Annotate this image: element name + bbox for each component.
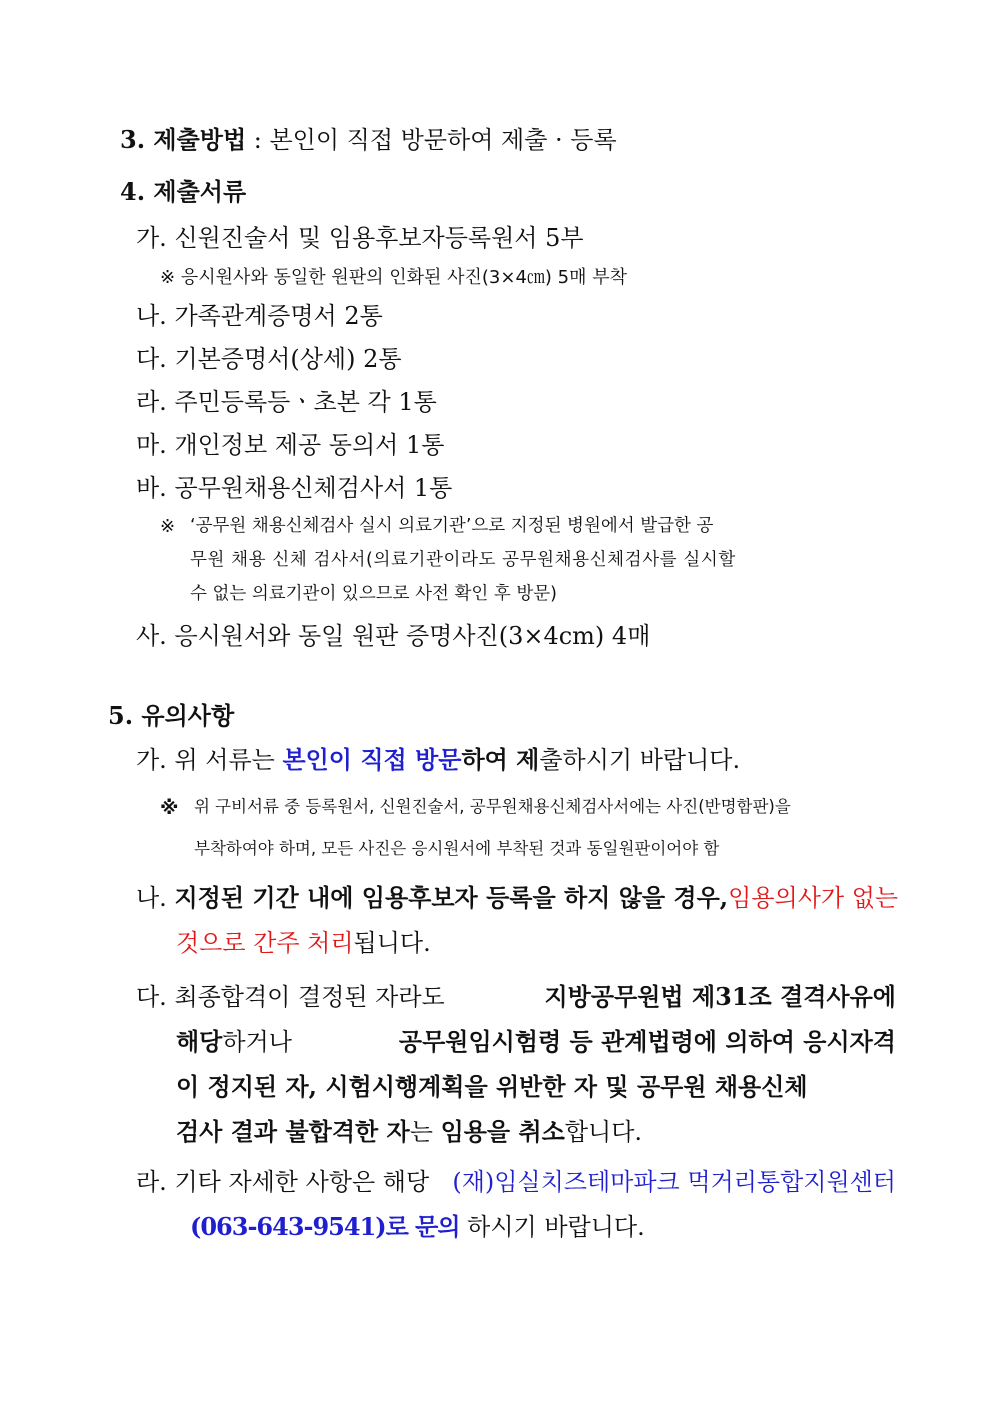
s5-da-l4-suffix: 합니다. [564,1118,643,1146]
section-4-heading: 4. 제출서류 [120,177,247,206]
s5-da-l4-mid: 는 [409,1118,441,1146]
s5-na-prefix: 나. [136,884,175,912]
section-4-ba-note-line-3: 수 없는 의료기관이 있으므로 사전 확인 후 방문) [190,584,557,604]
section-5-item-da-line-4 [176,1118,642,1147]
section-5-item-ga [136,746,740,775]
section-3-line [120,126,617,155]
section-5-note-line-1: 위 구비서류 중 등록원서, 신원진술서, 공무원채용신체검사서에는 사진(반명함판)을 [194,797,791,816]
section-5-item-da-line-1 [136,983,896,1012]
s5-da-l2-bold2: 공무원임시험령 등 관계법령에 의하여 응시자격 [398,1027,896,1056]
s5-da-l1-bold: 지방공무원법 제31조 결격사유에 [544,982,896,1011]
section-4-item-ra: 라. 주민등록등ㆍ초본 각 1통 [136,388,437,416]
section-4-item-ma: 마. 개인정보 제공 동의서 1통 [136,431,445,459]
section-5-note-line-2: 부착하여야 하며, 모든 사진은 응시원서에 부착된 것과 동일원판이어야 함 [194,839,720,858]
s5-ga-bold2: 제 [516,745,540,774]
s5-na-red1: 임용의사가 없는 [728,884,899,912]
section-3-heading: 3. 제출방법 [120,125,247,154]
section-4-ba-note-line-1 [190,516,896,537]
section-4-item-sa: 사. 응시원서와 동일 원판 증명사진(3×4cm) 4매 [136,622,651,650]
section-4-item-ba: 바. 공무원채용신체검사서 1통 [136,474,453,502]
s5-da-l4-bold: 검사 결과 불합격한 자 [176,1117,410,1146]
section-4-item-ga-note: ※ 응시원사와 동일한 원판의 인화된 사진(3×4㎝) 5매 부착 [160,267,627,288]
s5-ra-blue2: (063-643-9541)로 문의 [190,1212,460,1241]
ba-note-line-1-text: ‘공무원 채용신체검사 실시 의료기관’으로 지정된 병원에서 발급한 공 [190,516,714,536]
section-5-item-da-line-2 [176,1028,896,1057]
s5-da-l2-bold: 해당 [176,1027,223,1056]
s5-da-l4-bold2: 임용을 취소 [440,1117,565,1146]
section-3-text: : 본인이 직접 방문하여 제출 · 등록 [246,126,617,154]
s5-da-l2-mid: 하거나 [222,1028,292,1056]
section-4-item-da: 다. 기본증명서(상세) 2통 [136,345,402,373]
s5-ra-suffix: 하시기 바랍니다. [459,1213,645,1241]
s5-na-red2: 것으로 간주 처리 [176,929,354,957]
s5-ga-bold1: 하여 [461,745,517,774]
section-5-item-ra-line-1 [136,1168,896,1197]
s5-na-bold: 지정된 기간 내에 임용후보자 등록을 하지 않을 경우, [174,883,729,912]
s5-ra-blue1: (재)임실치즈테마파크 먹거리통합지원센터 [452,1168,896,1196]
section-4-item-ga: 가. 신원진술서 및 임용후보자등록원서 5부 [136,224,584,252]
s5-ga-suffix: 출하시기 바랍니다. [539,746,741,774]
section-5-item-na-line-2 [176,929,431,958]
section-4-ba-note-mark: ※ [160,516,176,537]
s5-da-l1-prefix: 다. 최종합격이 결정된 자라도 [136,983,445,1011]
s5-na-suffix: 됩니다. [353,929,431,957]
s5-ra-prefix: 라. 기타 자세한 사항은 해당 [136,1168,430,1196]
section-5-item-na-line-1 [136,883,899,913]
section-4-item-na: 나. 가족관계증명서 2통 [136,302,383,330]
section-5-item-ra-line-2 [190,1213,645,1242]
section-4-ba-note-line-2: 무원 채용 신체 검사서(의료기관이라도 공무원채용신체검사를 실시할 [190,550,736,570]
section-5-note-mark: ※ [160,797,179,819]
s5-da-l3-bold: 이 정지된 자, 시험시행계획을 위반한 자 및 공무원 채용신체 [176,1072,808,1101]
s5-ga-prefix: 가. 위 서류는 [136,746,283,774]
s5-ga-blue: 본인이 직접 방문 [282,745,462,774]
section-5-item-da-line-3 [176,1073,896,1102]
section-5-heading: 5. 유의사항 [108,701,235,730]
